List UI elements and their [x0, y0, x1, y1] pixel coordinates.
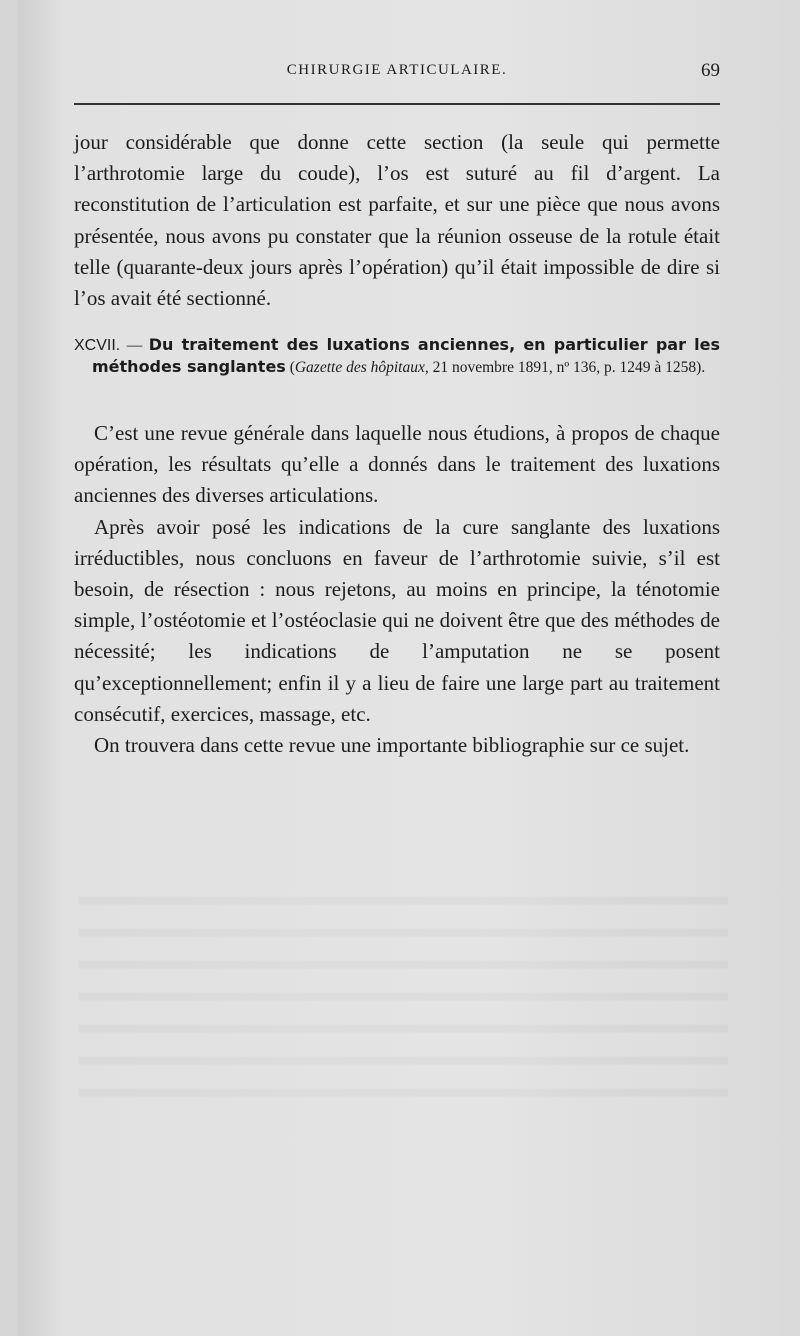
entry-body: [74, 418, 720, 761]
entry-dash: —: [120, 337, 149, 354]
running-title: CHIRURGIE ARTICULAIRE.: [286, 62, 508, 78]
paragraph-summary: C’est une revue générale dans laquelle nous étudions, à propos de chaque opération, les résultats qu’elle a donnés dans le traitement des luxations anciennes des diverses articulations.: [74, 421, 720, 508]
citation-details: 21 novembre 1891, nº 136, p. 1249 à 1258).: [428, 359, 706, 376]
show-through-texture: [78, 880, 728, 1100]
continuation-paragraph: jour considérable que donne cette section (la seule qui permette l’arthrotomie large du coude), l’os est suturé au fil d’argent. La reconstitution de l’articulation est parfaite, et sur une pièce que nous avons présentée, nous avons pu constater que la réunion osseuse de la rotule était telle (quarante-deux jours après l’opération) qu’il était impossible de dire si l’os avait été sectionné.: [74, 130, 720, 311]
page-number: 69: [701, 60, 720, 81]
paragraph-conclusions: Après avoir posé les indications de la cure sanglante des luxations irréductibles, nous concluons en faveur de l’arthrotomie suivie, s’il est besoin, de résection : nous rejetons, au moins en principe, la ténotomie simple, l’ostéotomie et l’ostéoclasie qui ne doivent être que des méthodes de nécessité; les indications de l’amputation ne se posent qu’exceptionnellement; enfin il y a lieu de faire une large part au traitement consécutif, exercices, massage, etc.: [74, 514, 720, 726]
journal-name: Gazette des hôpitaux,: [294, 359, 429, 376]
paragraph-bibliography: On trouvera dans cette revue une importante bibliographie sur ce sujet.: [94, 733, 690, 758]
running-head: [74, 62, 720, 86]
header-rule: [74, 103, 720, 105]
bibliography-entry: [74, 334, 720, 378]
continuation-text: [74, 127, 720, 314]
entry-heading: [74, 334, 720, 378]
entry-number: XCVII.: [74, 337, 121, 354]
citation-open: (: [285, 359, 295, 376]
book-page: [18, 0, 800, 1336]
entry-title: Du traitement des luxations anciennes, en particulier par les méthodes sanglantes: [92, 335, 721, 376]
